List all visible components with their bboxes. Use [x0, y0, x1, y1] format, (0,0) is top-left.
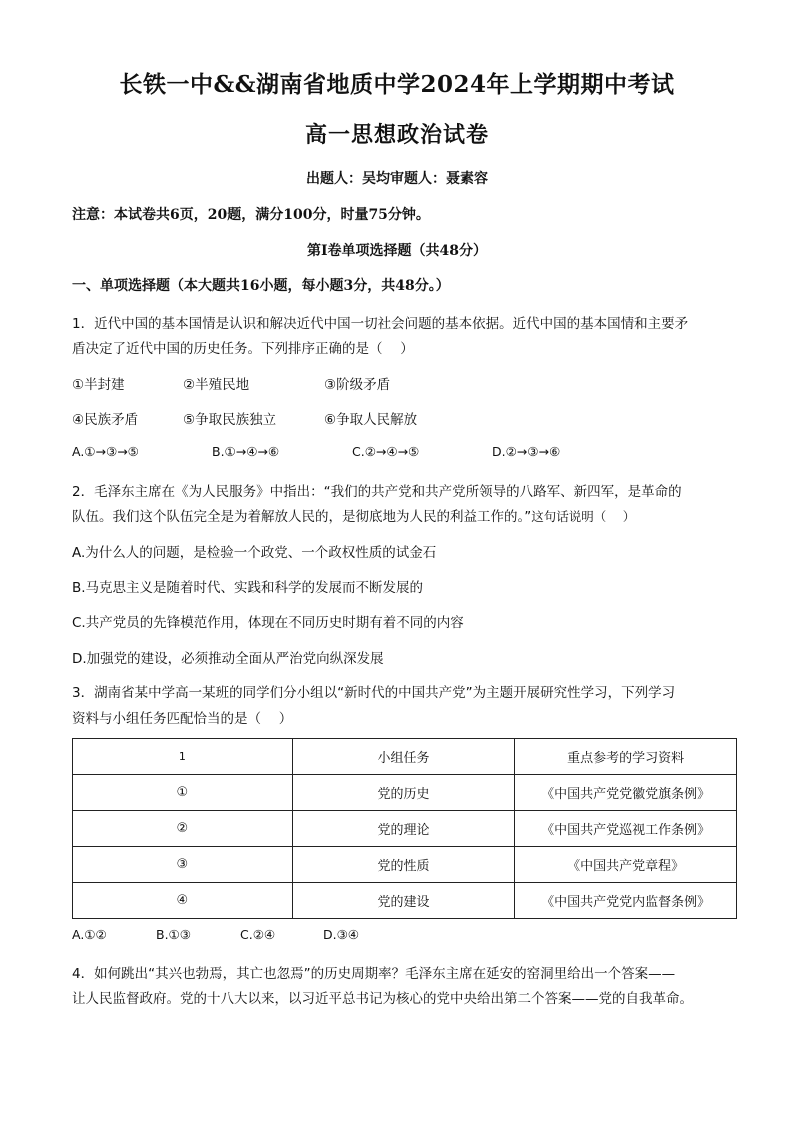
table-row: [73, 811, 737, 847]
table-row: [73, 775, 737, 811]
q2-stem-line1: 2．毛泽东主席在《为人民服务》中指出：“我们的共产党和共产党所领导的八路军、新四军，是革命的: [72, 484, 682, 500]
table-cell: ①: [73, 775, 293, 811]
table-cell: ④: [73, 883, 293, 919]
q3-stem-line1: 3．湖南省某中学高一某班的同学们分小组以“新时代的中国共产党”为主题开展研究性学习，下列学习: [72, 685, 676, 701]
q3-choice-b: B.①③: [156, 927, 191, 942]
q3-choice-a: A.①②: [72, 927, 107, 942]
q2-quote-end: 队伍。我们这个队伍完全是为着解放人民的，是彻底地为人民的利益工作的。”: [72, 509, 532, 525]
table-cell: 《中国共产党党内监督条例》: [515, 883, 737, 919]
q2-option-c: C.共产党员的先锋模范作用，体现在不同历史时期有着不同的内容: [72, 615, 464, 631]
q1-choice-a: A.①→③→⑤: [72, 444, 139, 459]
q1-item: ④民族矛盾: [72, 412, 139, 428]
q2-option-b: B.马克思主义是随着时代、实践和科学的发展而不断发展的: [72, 580, 424, 596]
q1-stem-line2: 盾决定了近代中国的历史任务。下列排序正确的是（ ）: [72, 341, 414, 357]
q1-stem-line1: 1．近代中国的基本国情是认识和解决近代中国一切社会问题的基本依据。近代中国的基本国情和主要矛: [72, 316, 689, 332]
table-cell: 党的历史: [292, 775, 515, 811]
q1-item: ②半殖民地: [183, 377, 250, 393]
q1-choice-b: B.①→④→⑥: [212, 444, 280, 459]
table-row: [73, 847, 737, 883]
table-cell: 党的理论: [292, 811, 515, 847]
section-title: 一、单项选择题（本大题共16小题，每小题3分，共48分。）: [72, 278, 450, 294]
q3-choice-c: C.②④: [240, 927, 276, 942]
q1-item: ⑥争取人民解放: [324, 412, 418, 428]
q3-table: [72, 738, 737, 919]
table-header-row: [73, 739, 737, 775]
part-title: 第Ⅰ卷单项选择题（共48分）: [306, 243, 488, 259]
q2-option-a: A.为什么人的问题，是检验一个政党、一个政权性质的试金石: [72, 545, 437, 561]
exam-subtitle: 高一思想政治试卷: [304, 122, 489, 148]
table-cell: ②: [73, 811, 293, 847]
exam-title: 长铁一中&&湖南省地质中学2024年上学期期中考试: [119, 71, 675, 98]
table-cell: ③: [73, 847, 293, 883]
q3-choice-d: D.③④: [323, 927, 360, 942]
q1-item: ⑤争取民族独立: [183, 412, 277, 428]
table-header-cell: 1: [73, 739, 293, 775]
q1-item: ③阶级矛盾: [324, 377, 391, 393]
q4-stem-line2: 让人民监督政府。党的十八大以来，以习近平总书记为核心的党中央给出第二个答案——党的自我革命。: [72, 991, 693, 1007]
q4-stem-line1: 4．如何跳出“其兴也勃焉，其亡也忽焉”的历史周期率？毛泽东主席在延安的窑洞里给出一个答案——: [72, 966, 676, 982]
authors-line: 出题人：吴均审题人：聂素容: [306, 171, 488, 187]
table-cell: 党的建设: [292, 883, 515, 919]
table-row: [73, 883, 737, 919]
q2-prompt: 这句话说明（ ）: [531, 509, 636, 524]
q2-stem-line2: [72, 505, 635, 525]
q2-option-d: D.加强党的建设，必须推动全面从严治党向纵深发展: [72, 651, 384, 667]
table-cell: 《中国共产党巡视工作条例》: [515, 811, 737, 847]
table-header-cell: 重点参考的学习资料: [515, 739, 737, 775]
exam-notice: 注意：本试卷共6页，20题，满分100分，时量75分钟。: [72, 207, 430, 223]
table-header-cell: 小组任务: [292, 739, 515, 775]
q1-item: ①半封建: [72, 377, 125, 393]
table-cell: 《中国共产党章程》: [515, 847, 737, 883]
q1-choice-d: D.②→③→⑥: [492, 444, 561, 459]
table-cell: 党的性质: [292, 847, 515, 883]
q3-stem-line2: 资料与小组任务匹配恰当的是（ ）: [72, 711, 293, 727]
table-cell: 《中国共产党党徽党旗条例》: [515, 775, 737, 811]
q1-choice-c: C.②→④→⑤: [352, 444, 420, 459]
